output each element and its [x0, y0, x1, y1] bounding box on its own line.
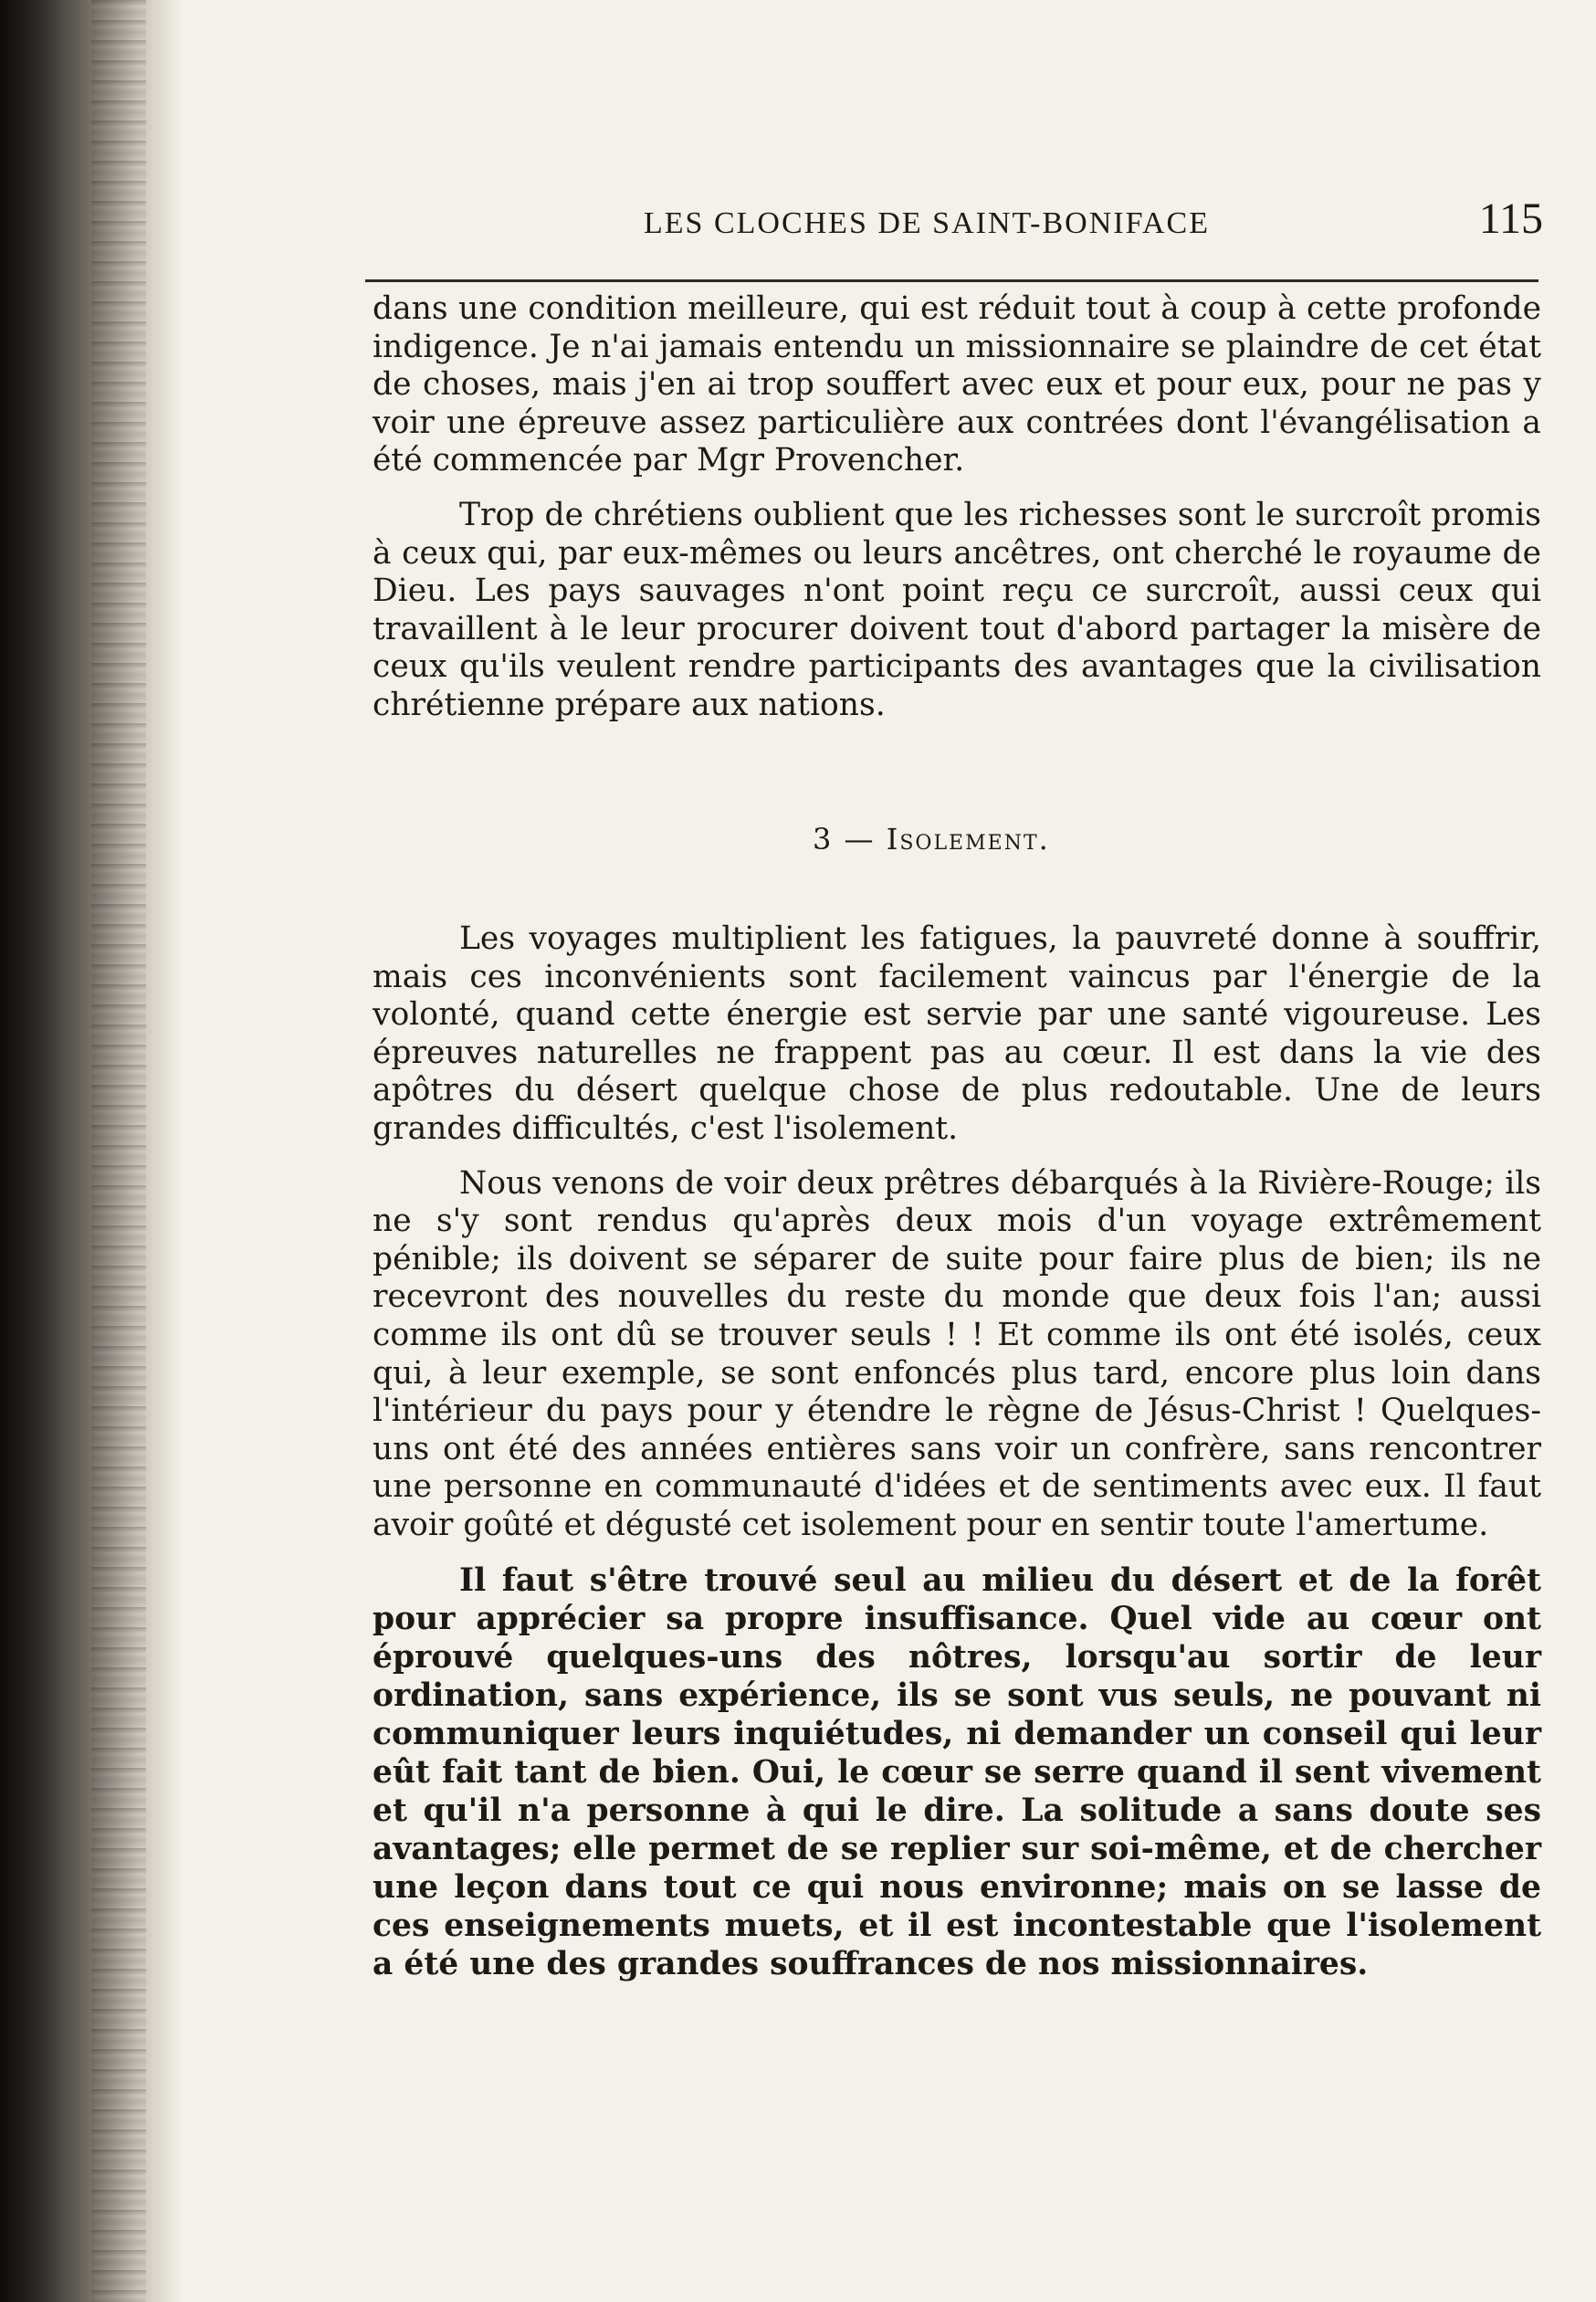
- paragraph: Il faut s'être trouvé seul au milieu du désert et de la forêt pour apprécier sa propre insuffisance. Quel vide au cœur ont éprouvé quelques-uns des nôtres, lorsqu'au sortir de leur ordination, sans expérience, ils se sont vus seuls, ne pouvant ni communiquer leurs inquiétudes, ni demander un conseil qui leur eût fait tant de bien. Oui, le cœur se serre quand il sent vivement et qu'il n'a personne à qui le dire. La solitude a sans doute ses avantages; elle permet de se replier sur soi-même, et de chercher une leçon dans tout ce qui nous environne; mais on se lasse de ces enseignements muets, et il est incontestable que l'isolement a été une des grandes souffrances de nos missionnaires.: [373, 1561, 1541, 1982]
- section-heading: 3 — Isolement.: [813, 822, 1050, 857]
- page-number: 115: [1478, 194, 1543, 243]
- binding-texture: [91, 0, 146, 2302]
- paragraph: Les voyages multiplient les fatigues, la pauvreté donne à souffrir, mais ces inconvénients sont facilement vaincus par l'énergie de la volonté, quand cette énergie est servie par une santé vigoureuse. Les épreuves naturelles ne frappent pas au cœur. Il est dans la vie des apôtres du désert quelque chose de plus redoutable. Une de leurs grandes difficultés, c'est l'isolement.: [373, 920, 1541, 1147]
- page-header: [329, 194, 1543, 258]
- text-block-top: [373, 290, 1541, 725]
- header-rule: [365, 279, 1538, 282]
- paragraph: Nous venons de voir deux prêtres débarqués à la Rivière-Rouge; ils ne s'y sont rendus qu'après deux mois d'un voyage extrêmement pénible; ils doivent se séparer de suite pour faire plus de bien; ils ne recevront des nouvelles du reste du monde que deux fois l'an; aussi comme ils ont dû se trouver seuls ! ! Et comme ils ont été isolés, ceux qui, à leur exemple, se sont enfoncés plus tard, encore plus loin dans l'intérieur du pays pour y étendre le règne de Jésus-Christ ! Quelques-uns ont été des années entières sans voir un confrère, sans rencontrer une personne en communauté d'idées et de sentiments avec eux. Il faut avoir goûté et dégusté cet isolement pour en sentir toute l'amertume.: [373, 1164, 1541, 1543]
- text-block-bottom: [373, 920, 1541, 1983]
- running-title: LES CLOCHES DE SAINT-BONIFACE: [644, 206, 1210, 240]
- paragraph: dans une condition meilleure, qui est réduit tout à coup à cette profonde indigence. Je n'ai jamais entendu un missionnaire se plaindre de cet état de choses, mais j'en ai trop souffert avec eux et pour eux, pour ne pas y voir une épreuve assez particulière aux contrées dont l'évangélisation a été commencée par Mgr Provencher.: [373, 290, 1541, 479]
- paragraph: Trop de chrétiens oublient que les richesses sont le surcroît promis à ceux qui, par eux-mêmes ou leurs ancêtres, ont cherché le royaume de Dieu. Les pays sauvages n'ont point reçu ce surcroît, aussi ceux qui travaillent à le leur procurer doivent tout d'abord partager la misère de ceux qu'ils veulent rendre participants des avantages que la civilisation chrétienne prépare aux nations.: [373, 496, 1541, 723]
